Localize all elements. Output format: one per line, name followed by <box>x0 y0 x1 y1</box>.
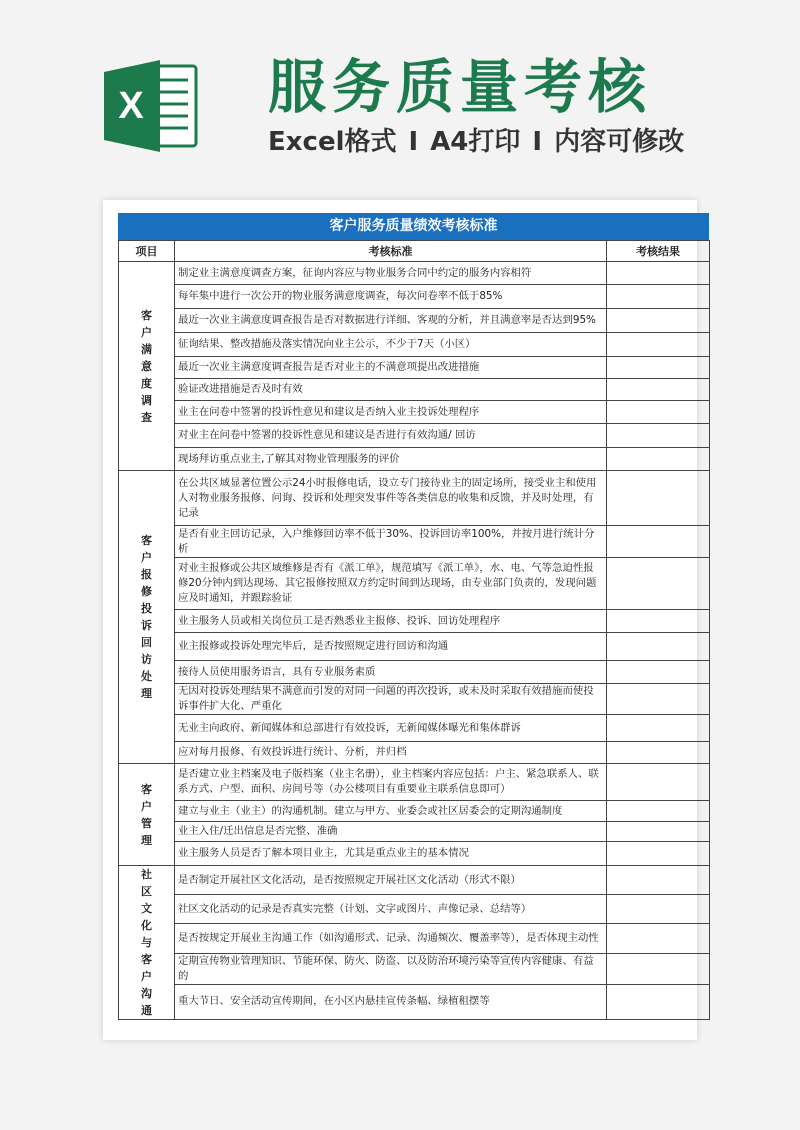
page-subtitle <box>268 124 684 160</box>
column-header-standard: 考核标准 <box>175 241 607 262</box>
result-cell[interactable] <box>607 309 710 333</box>
standard-cell: 重大节日、安全活动宣传期间，在小区内悬挂宣传条幅、绿植租摆等 <box>175 984 607 1019</box>
standard-cell: 无业主向政府、新闻媒体和总部进行有效投诉，无新闻媒体曝光和集体群诉 <box>175 715 607 742</box>
table-title: 客户服务质量绩效考核标准 <box>118 213 709 240</box>
table-row <box>119 801 710 822</box>
table-row <box>119 822 710 842</box>
result-cell[interactable] <box>607 401 710 424</box>
table-row <box>119 309 710 333</box>
standard-cell: 最近一次业主满意度调查报告是否对数据进行详细、客观的分析，并且满意率是否达到95% <box>175 309 607 333</box>
table-row <box>119 953 710 984</box>
result-cell[interactable] <box>607 526 710 558</box>
table-row <box>119 379 710 401</box>
standard-cell: 社区文化活动的记录是否真实完整（计划、文字或图片、声像记录、总结等） <box>175 895 607 924</box>
standard-cell: 接待人员使用服务语言，具有专业服务素质 <box>175 661 607 684</box>
table-row <box>119 285 710 309</box>
standard-cell: 是否有业主回访记录，入户维修回访率不低于30%、投诉回访率100%，并按月进行统计分析 <box>175 526 607 558</box>
result-cell[interactable] <box>607 610 710 633</box>
assessment-table <box>118 240 710 1020</box>
standard-cell: 对业主在问卷中签署的投诉性意见和建议是否进行有效沟通/ 回访 <box>175 424 607 448</box>
table-row <box>119 262 710 285</box>
subtitle-format: Excel格式 <box>268 127 397 157</box>
standard-cell: 最近一次业主满意度调查报告是否对业主的不满意项提出改进措施 <box>175 357 607 379</box>
table-row <box>119 448 710 471</box>
result-cell[interactable] <box>607 895 710 924</box>
category-cell <box>119 262 175 471</box>
result-cell[interactable] <box>607 448 710 471</box>
result-cell[interactable] <box>607 801 710 822</box>
subtitle-separator: I <box>408 127 419 157</box>
standard-cell: 是否制定开展社区文化活动，是否按照规定开展社区文化活动（形式不限） <box>175 866 607 895</box>
table-row <box>119 842 710 866</box>
table-row <box>119 401 710 424</box>
standard-cell: 制定业主满意度调查方案，征询内容应与物业服务合同中约定的服务内容相符 <box>175 262 607 285</box>
category-label: 客户报修投诉回访处理 <box>141 534 152 700</box>
table-row <box>119 684 710 715</box>
standard-cell: 应对每月报修、有效投诉进行统计、分析，并归档 <box>175 742 607 764</box>
page-title: 服务质量考核 <box>268 53 653 121</box>
result-cell[interactable] <box>607 379 710 401</box>
table-row <box>119 424 710 448</box>
table-row <box>119 661 710 684</box>
standard-cell: 业主服务人员是否了解本项目业主，尤其是重点业主的基本情况 <box>175 842 607 866</box>
table-row <box>119 357 710 379</box>
result-cell[interactable] <box>607 742 710 764</box>
standard-cell: 现场拜访重点业主,了解其对物业管理服务的评价 <box>175 448 607 471</box>
result-cell[interactable] <box>607 715 710 742</box>
subtitle-separator: I <box>532 127 543 157</box>
excel-logo-letter: X <box>118 85 144 127</box>
table-row <box>119 715 710 742</box>
standard-cell: 是否建立业主档案及电子版档案（业主名册），业主档案内容应包括：户主、紧急联系人、联系方式、户型、面积、房间号等（办公楼项目有重要业主联系信息即可） <box>175 764 607 801</box>
standard-cell: 在公共区域显著位置公示24小时报修电话，设立专门接待业主的固定场所，接受业主和使用人对物业服务报修、问询、投诉和处理突发事件等各类信息的收集和反馈，并及时处理，有记录 <box>175 471 607 526</box>
result-cell[interactable] <box>607 471 710 526</box>
excel-logo-icon <box>102 58 200 154</box>
column-header-result: 考核结果 <box>607 241 710 262</box>
result-cell[interactable] <box>607 842 710 866</box>
result-cell[interactable] <box>607 822 710 842</box>
standard-cell: 验证改进措施是否及时有效 <box>175 379 607 401</box>
table-header-row <box>119 241 710 262</box>
category-cell <box>119 866 175 1020</box>
column-header-item: 项目 <box>119 241 175 262</box>
standard-cell: 征询结果、整改措施及落实情况向业主公示，不少于7天（小区） <box>175 333 607 357</box>
standard-cell: 对业主报修或公共区域维修是否有《派工单》，规范填写《派工单》，水、电、气等急迫性报修20分钟内到达现场、其它报修按照双方约定时间到达现场，由专业部门负责的，发现问题应及时通知，并跟踪验证 <box>175 558 607 610</box>
table-row <box>119 742 710 764</box>
table-row <box>119 333 710 357</box>
subtitle-print: A4打印 <box>430 127 521 157</box>
category-label: 客户满意度调查 <box>141 308 152 424</box>
standard-cell: 每年集中进行一次公开的物业服务满意度调查，每次问卷率不低于85% <box>175 285 607 309</box>
standard-cell: 业主服务人员或相关岗位员工是否熟悉业主报修、投诉、回访处理程序 <box>175 610 607 633</box>
result-cell[interactable] <box>607 984 710 1019</box>
result-cell[interactable] <box>607 357 710 379</box>
standard-cell: 业主入住/迁出信息是否完整、准确 <box>175 822 607 842</box>
table-row <box>119 866 710 895</box>
standard-cell: 业主报修或投诉处理完毕后，是否按照规定进行回访和沟通 <box>175 633 607 661</box>
table-row <box>119 526 710 558</box>
category-label: 社区文化与客户沟通 <box>141 868 152 1017</box>
table-row <box>119 558 710 610</box>
table-row <box>119 984 710 1019</box>
category-cell <box>119 764 175 866</box>
standard-cell: 定期宣传物业管理知识、节能环保、防火、防盗、以及防治环境污染等宣传内容健康、有益的 <box>175 953 607 984</box>
result-cell[interactable] <box>607 953 710 984</box>
table-row <box>119 633 710 661</box>
category-cell <box>119 471 175 764</box>
result-cell[interactable] <box>607 764 710 801</box>
standard-cell: 是否按规定开展业主沟通工作（如沟通形式、记录、沟通频次、覆盖率等），是否体现主动性 <box>175 924 607 953</box>
result-cell[interactable] <box>607 924 710 953</box>
table-row <box>119 471 710 526</box>
result-cell[interactable] <box>607 424 710 448</box>
result-cell[interactable] <box>607 558 710 610</box>
result-cell[interactable] <box>607 684 710 715</box>
result-cell[interactable] <box>607 661 710 684</box>
table-row <box>119 610 710 633</box>
table-body <box>119 262 710 1020</box>
standard-cell: 建立与业主（业主）的沟通机制。建立与甲方、业委会或社区居委会的定期沟通制度 <box>175 801 607 822</box>
table-row <box>119 764 710 801</box>
table-row <box>119 895 710 924</box>
result-cell[interactable] <box>607 633 710 661</box>
standard-cell: 无因对投诉处理结果不满意而引发的对同一问题的再次投诉，或未及时采取有效措施而使投诉事件扩大化、严重化 <box>175 684 607 715</box>
table-row <box>119 924 710 953</box>
result-cell[interactable] <box>607 262 710 285</box>
result-cell[interactable] <box>607 866 710 895</box>
subtitle-editable: 内容可修改 <box>554 127 685 157</box>
standard-cell: 业主在问卷中签署的投诉性意见和建议是否纳入业主投诉处理程序 <box>175 401 607 424</box>
result-cell[interactable] <box>607 333 710 357</box>
category-label: 客户管理 <box>141 782 152 847</box>
result-cell[interactable] <box>607 285 710 309</box>
